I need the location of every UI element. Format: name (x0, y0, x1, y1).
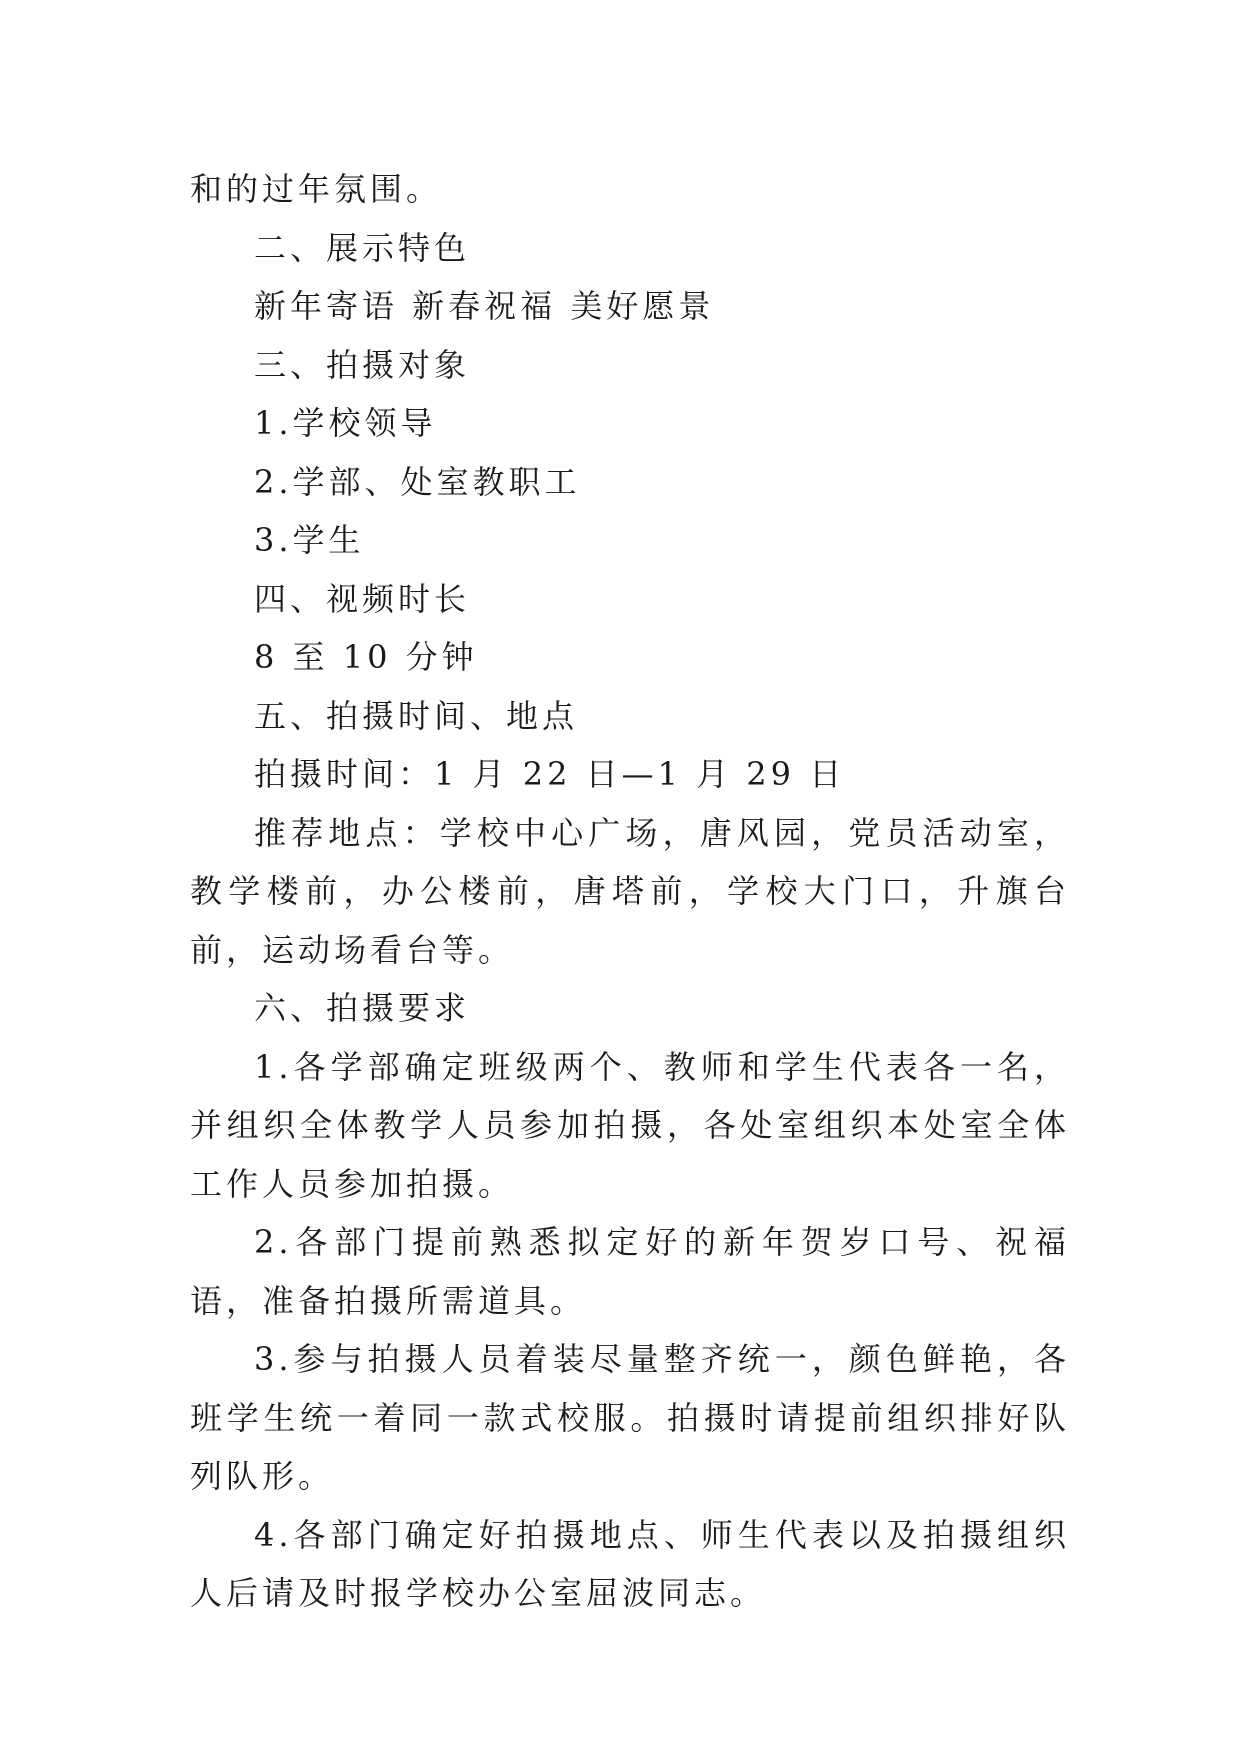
section-heading-6: 六、拍摄要求 (254, 989, 471, 1027)
section-heading-4: 四、视频时长 (254, 579, 471, 618)
paragraph-2: 新年寄语 新春祝福 美好愿景 (254, 287, 715, 325)
requirement-item: 3.参与拍摄人员着装尽量整齐统一，颜色鲜艳，各班学生统一着同一款式校服。拍摄时请提前组织排好队列队形。 (190, 1340, 1070, 1495)
requirement-item: 4.各部门确定好拍摄地点、师生代表以及拍摄组织人后请及时报学校办公室屈波同志。 (190, 1515, 1070, 1612)
document-body (190, 160, 1070, 1623)
list-item: 2.学部、处室教职工 (254, 462, 581, 501)
paragraph-locations: 推荐地点：学校中心广场，唐风园，党员活动室，教学楼前，办公楼前，唐塔前，学校大门口，升旗台前，运动场看台等。 (190, 813, 1070, 969)
paragraph-time: 拍摄时间：1 月 22 日—1 月 29 日 (254, 755, 846, 793)
requirement-item: 1.各学部确定班级两个、教师和学生代表各一名，并组织全体教学人员参加拍摄，各处室组织本处室全体工作人员参加拍摄。 (190, 1047, 1070, 1203)
section-heading-2: 二、展示特色 (254, 228, 471, 267)
paragraph-duration: 8 至 10 分钟 (254, 638, 478, 676)
section-heading-3: 三、拍摄对象 (254, 345, 471, 384)
paragraph-0: 和的过年氛围。 (190, 170, 443, 208)
list-item: 3.学生 (254, 521, 365, 559)
list-item: 1.学校领导 (254, 404, 437, 442)
section-heading-5: 五、拍摄时间、地点 (254, 696, 579, 735)
requirement-item: 2.各部门提前熟悉拟定好的新年贺岁口号、祝福语，准备拍摄所需道具。 (190, 1223, 1070, 1320)
